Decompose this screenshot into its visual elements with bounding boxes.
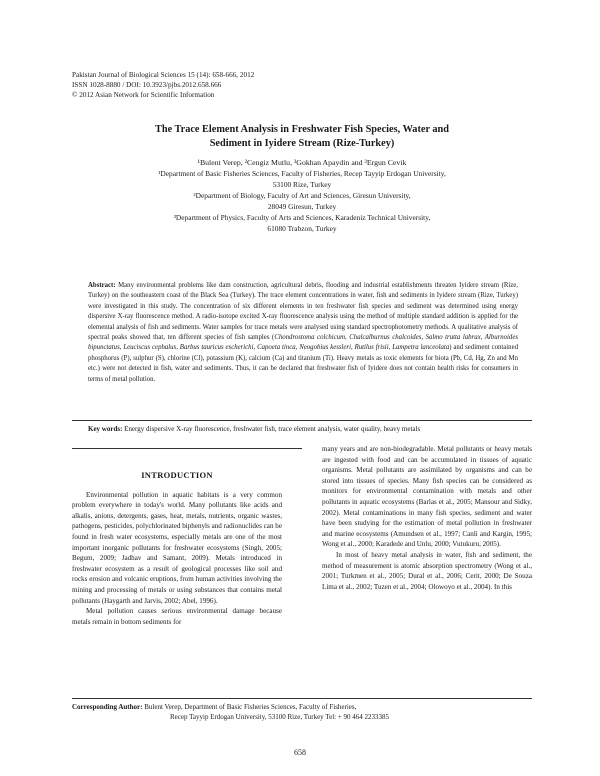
- corresponding-author-label: Corresponding Author:: [72, 703, 143, 711]
- abstract-text-2: ) and sediment contained phosphorus (P), sulphur (S), chlorine (Cl), potassium (K), calcium (Ca) and titanium (Ti). Heavy metals as toxic elements for biota (Pb, Cd, Hg, Zn and Mn etc.) were not detected in fish, water and sediments. Thus, it can be declared that freshwater fish of Iyidere does not contain health risks for consumers in terms of metal pollution.: [88, 344, 518, 383]
- right-column: [322, 444, 532, 592]
- keywords-bottom-rule: [72, 448, 302, 449]
- author-list: ¹Bulent Verep, ²Cengiz Mutlu, ³Gokhan Apaydin and ³Ergun Cevik: [197, 158, 407, 167]
- paper-title: [72, 123, 532, 151]
- abstract-text-1: Many environmental problems like dam construction, agricultural debris, flooding and industrial establishments threaten Iyidere stream (Rize, Turkey) on the southeastern coast of the Black Sea (Turkey). The trace element concentrations in water, fish and sediments in Iyidere stream (Rize, Turkey) were investigated in this study. The concentration of six different elements in ten freshwater fish species and sediment was determined using energy dispersive X-ray fluorescence method. A radio-isotope excited X-ray fluorescence analysis using the method of multiple standard addition is applied for the elemental analysis of fish and sediments. Water samples for trace metals were analysed using standard spectrophotometry methods. A qualitative analysis of spectral peaks showed that, ten different species of fish samples (: [88, 282, 518, 342]
- intro-paragraph-3: many years and are non-biodegradable. Metal pollutants or heavy metals are ingested with food and can be accumulated in tissues of aquatic organisms. Metal pollutants are assimilated by organisms and can be stored into tissues of species. Many fish species can be considered as monitors for environmental contamination with metals and other pollutants in aquatic ecosystems (Barlas et al., 2005; Mansour and Sidky, 2002). Metal contaminations in many fish species, sediment and water have been studying for the estimation of metal pollution in freshwater and marine ecosystems (Amundsen et al., 1997; Canli and Kargin, 1995; Wong et al., 2000; Karadede and Unlu, 2000; Vutukuru, 2005).: [322, 445, 532, 549]
- keywords-label: Key words:: [88, 425, 123, 433]
- affiliation-line: ¹Department of Basic Fisheries Sciences, Faculty of Fisheries, Recep Tayyip Erdogan University,: [158, 169, 446, 178]
- keywords-text: Energy dispersive X-ray fluorescence, freshwater fish, trace element analysis, water quality, heavy metals: [122, 425, 421, 433]
- abstract-label: Abstract:: [88, 282, 116, 289]
- copyright-notice: © 2012 Asian Network for Scientific Information: [72, 91, 215, 99]
- abstract: [88, 281, 518, 385]
- corresponding-author: [72, 702, 532, 722]
- abstract-species: Chondrostoma colchicum, Chalcalburnus chalcoides, Salmo trutta labrax, Alburnoides bipunctatus, Leuciscus cephalus, Barbus tauricus escherichi, Capoeta tinca, Neogobius kessleri, Rutilus frisii, Lampetra lanceolata: [88, 334, 518, 352]
- title-line-2: Sediment in Iyidere Stream (Rize-Turkey): [209, 138, 395, 149]
- affiliation-line: 53100 Rize, Turkey: [272, 180, 332, 189]
- affiliation-line: 28049 Giresun, Turkey: [267, 202, 337, 211]
- affiliation-line: ³Department of Physics, Faculty of Arts and Sciences, Karadeniz Technical University,: [173, 213, 431, 222]
- left-column: [72, 470, 282, 627]
- intro-paragraph-4: In most of heavy metal analysis in water, fish and sediment, the method of measurement is atomic absorption spectrometry (Wong et al., 2001; Turkmen et al., 2005; Dural et al., 2006; Cerit, 2000; De Souza Lima et al., 2002; Tuzen et al., 2004; Olowoyo et al., 2004). In this: [322, 550, 532, 591]
- affiliations: [72, 168, 532, 234]
- section-heading-introduction: INTRODUCTION: [141, 470, 213, 480]
- keywords: [88, 424, 518, 434]
- journal-header: [72, 70, 532, 100]
- footnote-rule: [72, 698, 532, 699]
- corresponding-author-line-1: Bulent Verep, Department of Basic Fisheries Sciences, Faculty of Fisheries,: [142, 703, 357, 711]
- title-line-1: The Trace Element Analysis in Freshwater Fish Species, Water and: [154, 124, 450, 135]
- intro-paragraph-2: Metal pollution causes serious environmental damage because metals remain in bottom sediments for: [72, 607, 282, 626]
- journal-citation: Pakistan Journal of Biological Sciences 15 (14): 658-666, 2012: [72, 71, 255, 79]
- keywords-top-rule: [72, 420, 532, 421]
- affiliation-line: ²Department of Biology, Faculty of Art and Sciences, Giresun University,: [193, 191, 411, 200]
- page-number: 658: [294, 748, 306, 757]
- intro-paragraph-1: Environmental pollution in aquatic habitats is a very common problem everywhere in today's world. Many pollutants like acids and alkalis, anions, detergents, gases, heat, metals, nutrients, organic wastes, pathogens, pesticides, polychlorinated biphenyls and radionuclides can be found in fresh water ecosystems, especially metals are one of the most important inorganic pollutants for freshwater ecosystems (Singh, 2005; Begum, 2009; Jadhav and Samant, 2009). Metals introduced in freshwater ecosystem as a result of geological processes like soil and rocks erosion and volcanic eruptions, from human activities involving the mining and processing of metals or using substances that contains metal pollutants (Haygarth and Jarvis, 2002; Abel, 1996).: [72, 490, 282, 605]
- corresponding-author-line-2: Recep Tayyip Erdogan University, 53100 Rize, Turkey Tel: + 90 464 2233385: [170, 713, 390, 721]
- issn-doi: ISSN 1028-8880 / DOI: 10.3923/pjbs.2012.658.666: [72, 81, 222, 89]
- affiliation-line: 61080 Trabzon, Turkey: [267, 224, 337, 233]
